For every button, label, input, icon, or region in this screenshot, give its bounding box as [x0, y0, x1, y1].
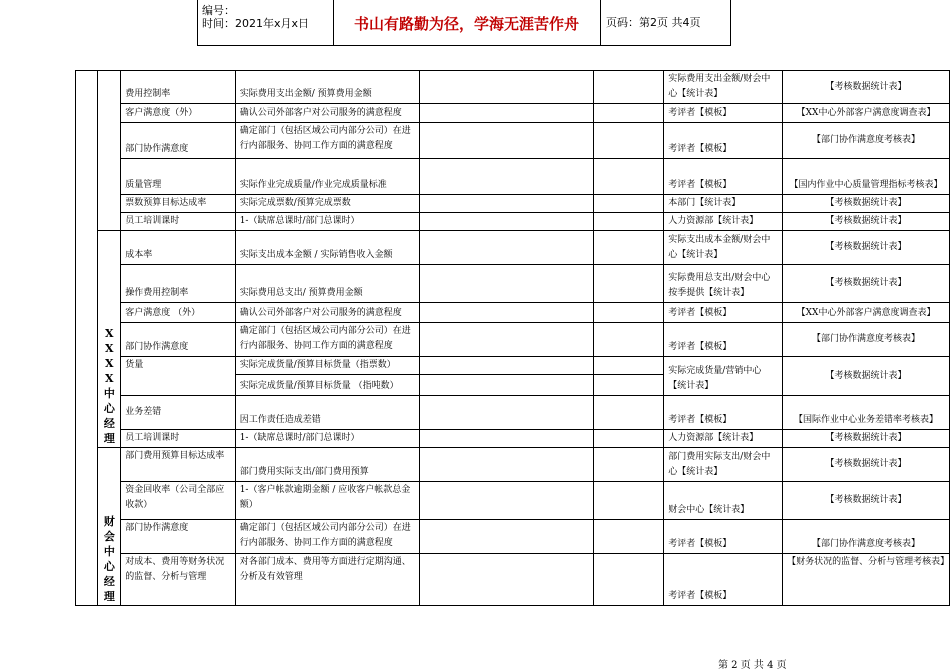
blank-cell	[594, 448, 664, 482]
blank-cell	[419, 231, 594, 265]
definition-cell: 对各部门成本、费用等方面进行定期沟通、分析及有效管理	[235, 554, 419, 606]
definition-cell: 1-（客户帐款逾期金额 / 应收客户帐款总金额）	[235, 482, 419, 520]
form-cell: 【考核数据统计表】	[783, 265, 950, 303]
table-row	[76, 520, 950, 554]
table-row	[76, 159, 950, 195]
table-row	[76, 104, 950, 123]
header-meta-cell	[198, 0, 334, 45]
definition-cell: 实际费用总支出/ 预算费用金额	[235, 265, 419, 303]
blank-cell	[594, 71, 664, 104]
source-cell: 实际支出成本金额/财会中心【统计表】	[664, 231, 783, 265]
indicator-cell: 费用控制率	[121, 71, 235, 104]
blank-cell	[419, 448, 594, 482]
indicator-cell: 票数预算目标达成率	[121, 195, 235, 213]
blank-cell	[594, 159, 664, 195]
blank-cell	[419, 396, 594, 430]
definition-cell: 1-（缺席总课时/部门总课时）	[235, 213, 419, 231]
indicator-cell: 部门费用预算目标达成率	[121, 448, 235, 482]
table-row	[76, 554, 950, 606]
blank-cell	[419, 71, 594, 104]
role-cell-xxxx-center-manager: X X X X 中 心 经 理	[98, 231, 121, 448]
blank-cell	[594, 375, 664, 396]
table-row	[76, 323, 950, 357]
header-page-cell	[600, 0, 730, 45]
definition-cell: 确定部门（包括区域公司内部分公司）在进行内部服务、协同工作方面的满意程度	[235, 520, 419, 554]
blank-cell	[594, 554, 664, 606]
form-cell: 【XX中心外部客户满意度调查表】	[783, 303, 950, 323]
definition-cell: 确定部门（包括区域公司内部分公司）在进行内部服务、协同工作方面的满意程度	[235, 323, 419, 357]
indicator-cell: 资金回收率（公司全部应收款）	[121, 482, 235, 520]
date-label: 时间：2021年x月x日	[202, 17, 310, 30]
blank-cell	[594, 265, 664, 303]
definition-cell: 确定部门（包括区域公司内部分公司）在进行内部服务、协同工作方面的满意程度	[235, 123, 419, 159]
definition-cell: 确认公司外部客户对公司服务的满意程度	[235, 104, 419, 123]
indicator-cell: 质量管理	[121, 159, 235, 195]
definition-cell: 实际费用支出金额/ 预算费用金额	[235, 71, 419, 104]
indicator-cell: 员工培训课时	[121, 430, 235, 448]
source-cell: 部门费用实际支出/财会中心【统计表】	[664, 448, 783, 482]
source-cell: 人力资源部【统计表】	[664, 213, 783, 231]
blank-cell	[594, 213, 664, 231]
table-row	[76, 123, 950, 159]
table-row	[76, 303, 950, 323]
blank-cell	[419, 104, 594, 123]
source-cell: 考评者【模板】	[664, 159, 783, 195]
kpi-table	[75, 70, 950, 606]
table-row	[76, 482, 950, 520]
indicator-cell: 货量	[121, 357, 235, 396]
source-cell: 实际费用总支出/财会中心按季提供【统计表】	[664, 265, 783, 303]
form-cell: 【考核数据统计表】	[783, 213, 950, 231]
source-cell: 考评者【模板】	[664, 104, 783, 123]
blank-cell	[594, 396, 664, 430]
source-cell: 财会中心【统计表】	[664, 482, 783, 520]
indicator-cell: 部门协作满意度	[121, 123, 235, 159]
blank-cell	[594, 123, 664, 159]
form-cell: 【部门协作满意度考核表】	[783, 520, 950, 554]
table-row	[76, 357, 950, 375]
form-cell: 【部门协作满意度考核表】	[783, 323, 950, 357]
definition-cell: 实际完成票数/预算完成票数	[235, 195, 419, 213]
table-row	[76, 448, 950, 482]
source-cell: 考评者【模板】	[664, 554, 783, 606]
blank-cell	[594, 195, 664, 213]
source-cell: 本部门【统计表】	[664, 195, 783, 213]
table-row	[76, 231, 950, 265]
role-cell	[98, 71, 121, 231]
definition-cell: 1-（缺席总课时/部门总课时）	[235, 430, 419, 448]
indicator-cell: 成本率	[121, 231, 235, 265]
table-row	[76, 265, 950, 303]
indicator-cell: 客户满意度（外）	[121, 104, 235, 123]
form-cell: 【考核数据统计表】	[783, 482, 950, 520]
form-cell: 【考核数据统计表】	[783, 448, 950, 482]
blank-cell	[419, 520, 594, 554]
indicator-cell: 部门协作满意度	[121, 520, 235, 554]
source-cell: 实际费用支出金额/财会中心【统计表】	[664, 71, 783, 104]
role-cell-finance-center-manager: 财 会 中 心 经 理	[98, 448, 121, 606]
blank-cell	[419, 195, 594, 213]
blank-cell	[419, 357, 594, 375]
blank-cell	[419, 303, 594, 323]
form-cell: 【考核数据统计表】	[783, 71, 950, 104]
blank-cell	[594, 231, 664, 265]
blank-cell	[419, 213, 594, 231]
indicator-cell: 对成本、费用等财务状况的监督、分析与管理	[121, 554, 235, 606]
definition-cell: 实际完成货量/预算目标货量（指票数）	[235, 357, 419, 375]
blank-cell	[419, 159, 594, 195]
blank-cell	[419, 123, 594, 159]
blank-cell	[594, 482, 664, 520]
number-label: 编号：	[202, 4, 235, 17]
form-cell: 【考核数据统计表】	[783, 195, 950, 213]
form-cell: 【国际作业中心业务差错率考核表】	[783, 396, 950, 430]
header-motto-cell	[333, 0, 601, 45]
table-row	[76, 396, 950, 430]
blank-cell	[419, 554, 594, 606]
source-cell: 考评者【模板】	[664, 303, 783, 323]
page-footer: 第 2 页 共 4 页	[718, 660, 787, 671]
source-cell: 考评者【模板】	[664, 323, 783, 357]
blank-cell	[594, 430, 664, 448]
indicator-cell: 业务差错	[121, 396, 235, 430]
source-cell: 考评者【模板】	[664, 123, 783, 159]
blank-cell	[419, 482, 594, 520]
form-cell: 【考核数据统计表】	[783, 231, 950, 265]
table-row	[76, 430, 950, 448]
blank-cell	[594, 520, 664, 554]
motto: 书山有路勤为径，学海无涯苦作舟	[353, 15, 579, 33]
indicator-cell: 部门协作满意度	[121, 323, 235, 357]
form-cell: 【考核数据统计表】	[783, 430, 950, 448]
source-cell: 考评者【模板】	[664, 396, 783, 430]
definition-cell: 实际作业完成质量/作业完成质量标准	[235, 159, 419, 195]
blank-cell	[594, 357, 664, 375]
blank-cell	[594, 303, 664, 323]
blank-cell	[594, 104, 664, 123]
form-cell: 【国内作业中心质量管理指标考核表】	[783, 159, 950, 195]
indicator-cell: 客户满意度 （外）	[121, 303, 235, 323]
definition-cell: 确认公司外部客户对公司服务的满意程度	[235, 303, 419, 323]
table-row	[76, 213, 950, 231]
source-cell: 实际完成货量/营销中心【统计表】	[664, 357, 783, 396]
outer-blank-column	[76, 71, 98, 606]
blank-cell	[419, 265, 594, 303]
blank-cell	[419, 430, 594, 448]
source-cell: 人力资源部【统计表】	[664, 430, 783, 448]
blank-cell	[419, 375, 594, 396]
blank-cell	[419, 323, 594, 357]
definition-cell: 部门费用实际支出/部门费用预算	[235, 448, 419, 482]
blank-cell	[594, 323, 664, 357]
definition-cell: 实际支出成本金额 / 实际销售收入金额	[235, 231, 419, 265]
page-header	[197, 0, 731, 46]
indicator-cell: 员工培训课时	[121, 213, 235, 231]
table-row	[76, 71, 950, 104]
definition-cell: 因工作责任造成差错	[235, 396, 419, 430]
page-label: 页码：第2页 共4页	[606, 16, 701, 29]
source-cell: 考评者【模板】	[664, 520, 783, 554]
indicator-cell: 操作费用控制率	[121, 265, 235, 303]
form-cell: 【考核数据统计表】	[783, 357, 950, 396]
form-cell: 【XX中心外部客户满意度调查表】	[783, 104, 950, 123]
form-cell: 【部门协作满意度考核表】	[783, 123, 950, 159]
table-row	[76, 195, 950, 213]
form-cell: 【财务状况的监督、分析与管理考核表】	[783, 554, 950, 606]
definition-cell-2: 实际完成货量/预算目标货量 （指吨数）	[235, 375, 419, 396]
